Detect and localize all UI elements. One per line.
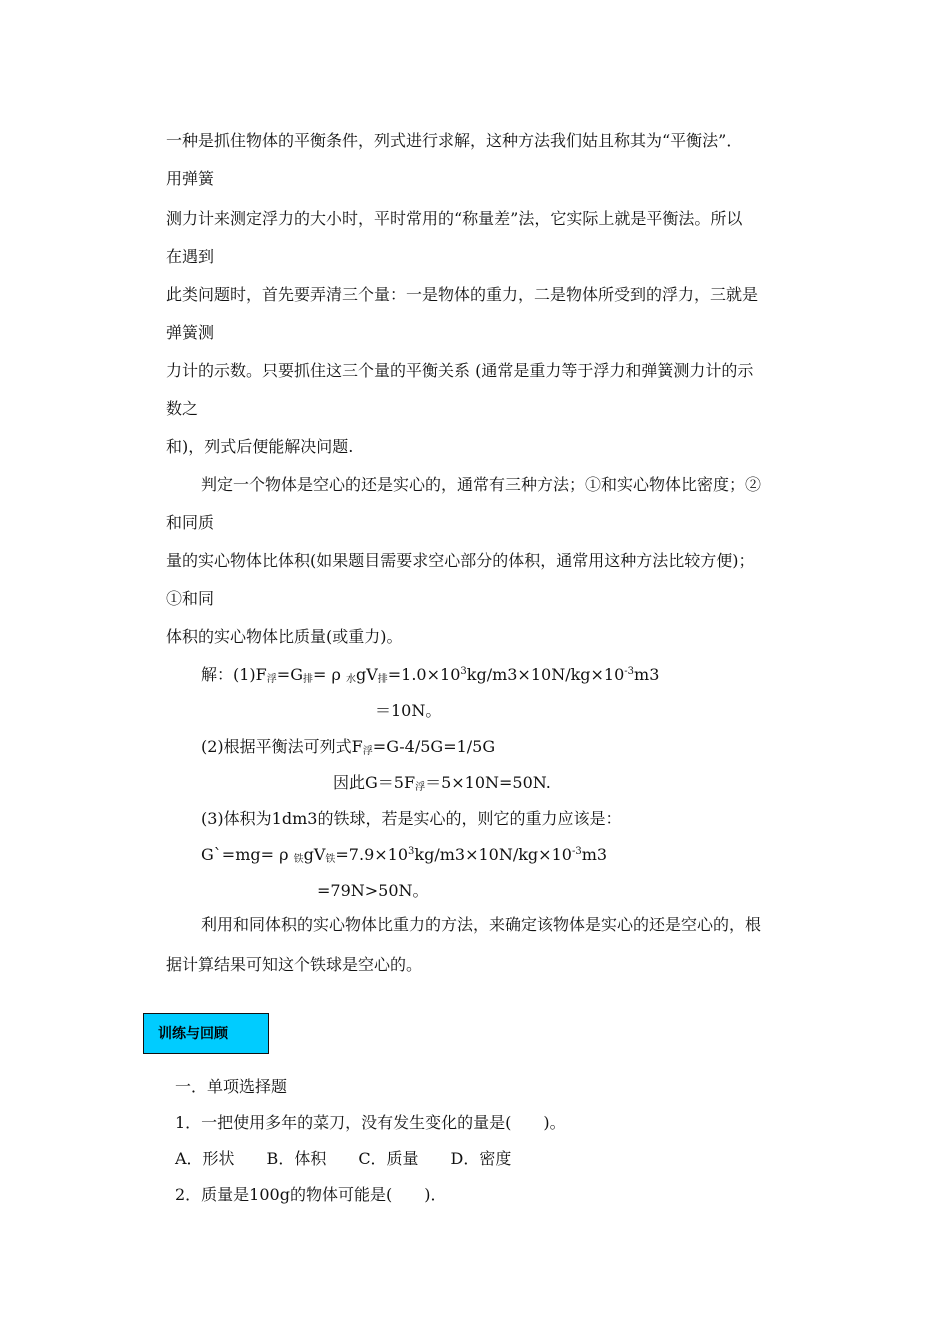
paragraph-line: 一种是抓住物体的平衡条件，列式进行求解，这种方法我们姑且称其为“平衡法”． — [166, 131, 743, 150]
paragraph-line: 体积的实心物体比质量(或重力)。 — [166, 627, 403, 646]
conclusion-line: 据计算结果可知这个铁球是空心的。 — [166, 955, 423, 974]
paragraph-line: 在遇到 — [166, 247, 215, 266]
formula-iron-weight: G`=mg= ρ $_铁gV_铁=7.9\times 10^3kg/m3\times 10N/kg\times 10^{-3}m3$ — [201, 845, 608, 865]
paragraph-line: 用弹簧 — [166, 169, 215, 188]
question-type-heading: 一．单项选择题 — [175, 1077, 288, 1096]
paragraph-line: 此类问题时，首先要弄清三个量：一是物体的重力，二是物体所受到的浮力，三就是 — [166, 285, 759, 304]
paragraph-line: 测力计来测定浮力的大小时，平时常用的“称量差”法，它实际上就是平衡法。所以 — [166, 209, 743, 228]
paragraph-line: 判定一个物体是空心的还是实心的，通常有三种方法；①和实心物体比密度；② — [201, 475, 762, 494]
question-1-options: A．形状 B．体积 C．质量 D．密度 — [175, 1149, 512, 1168]
paragraph-line: 量的实心物体比体积(如果题目需要求空心部分的体积，通常用这种方法比较方便)； — [166, 551, 755, 570]
solution-step-3: (3)体积为1dm3的铁球，若是实心的，则它的重力应该是： — [201, 809, 622, 828]
conclusion-line: 利用和同体积的实心物体比重力的方法，来确定该物体是实心的还是空心的，根 — [201, 915, 762, 934]
formula-result: 因此$G=5F_浮=5\times 10N=50N$. — [333, 773, 551, 793]
paragraph-line: 和同质 — [166, 513, 215, 532]
section-title: 训练与回顾 — [158, 1026, 228, 1042]
paragraph-line: 和)，列式后便能解决问题. — [166, 437, 354, 456]
formula-buoyancy: 解：$(1)F_浮=G_排= \rho$ $_水gV_排=1.0\times 10^3kg/m3\times 10N/kg\times 10^{-3}m3$ — [201, 665, 660, 685]
paragraph-line: 弹簧测 — [166, 323, 215, 342]
formula-balance: (2)根据平衡法可列式$F_浮=G-4/5G=1/5G$ — [201, 737, 496, 757]
paragraph-line: ①和同 — [166, 589, 215, 608]
question-2: 2．质量是100g的物体可能是( )． — [175, 1185, 447, 1204]
question-1: 1．一把使用多年的菜刀，没有发生变化的量是( )。 — [175, 1113, 566, 1132]
formula-result: =79N>50N。 — [317, 881, 429, 900]
paragraph-line: 数之 — [166, 399, 199, 418]
paragraph-line: 力计的示数。只要抓住这三个量的平衡关系 (通常是重力等于浮力和弹簧测力计的示 — [166, 361, 754, 380]
section-title-box — [143, 1013, 269, 1054]
formula-result: ＝10N。 — [375, 701, 442, 720]
